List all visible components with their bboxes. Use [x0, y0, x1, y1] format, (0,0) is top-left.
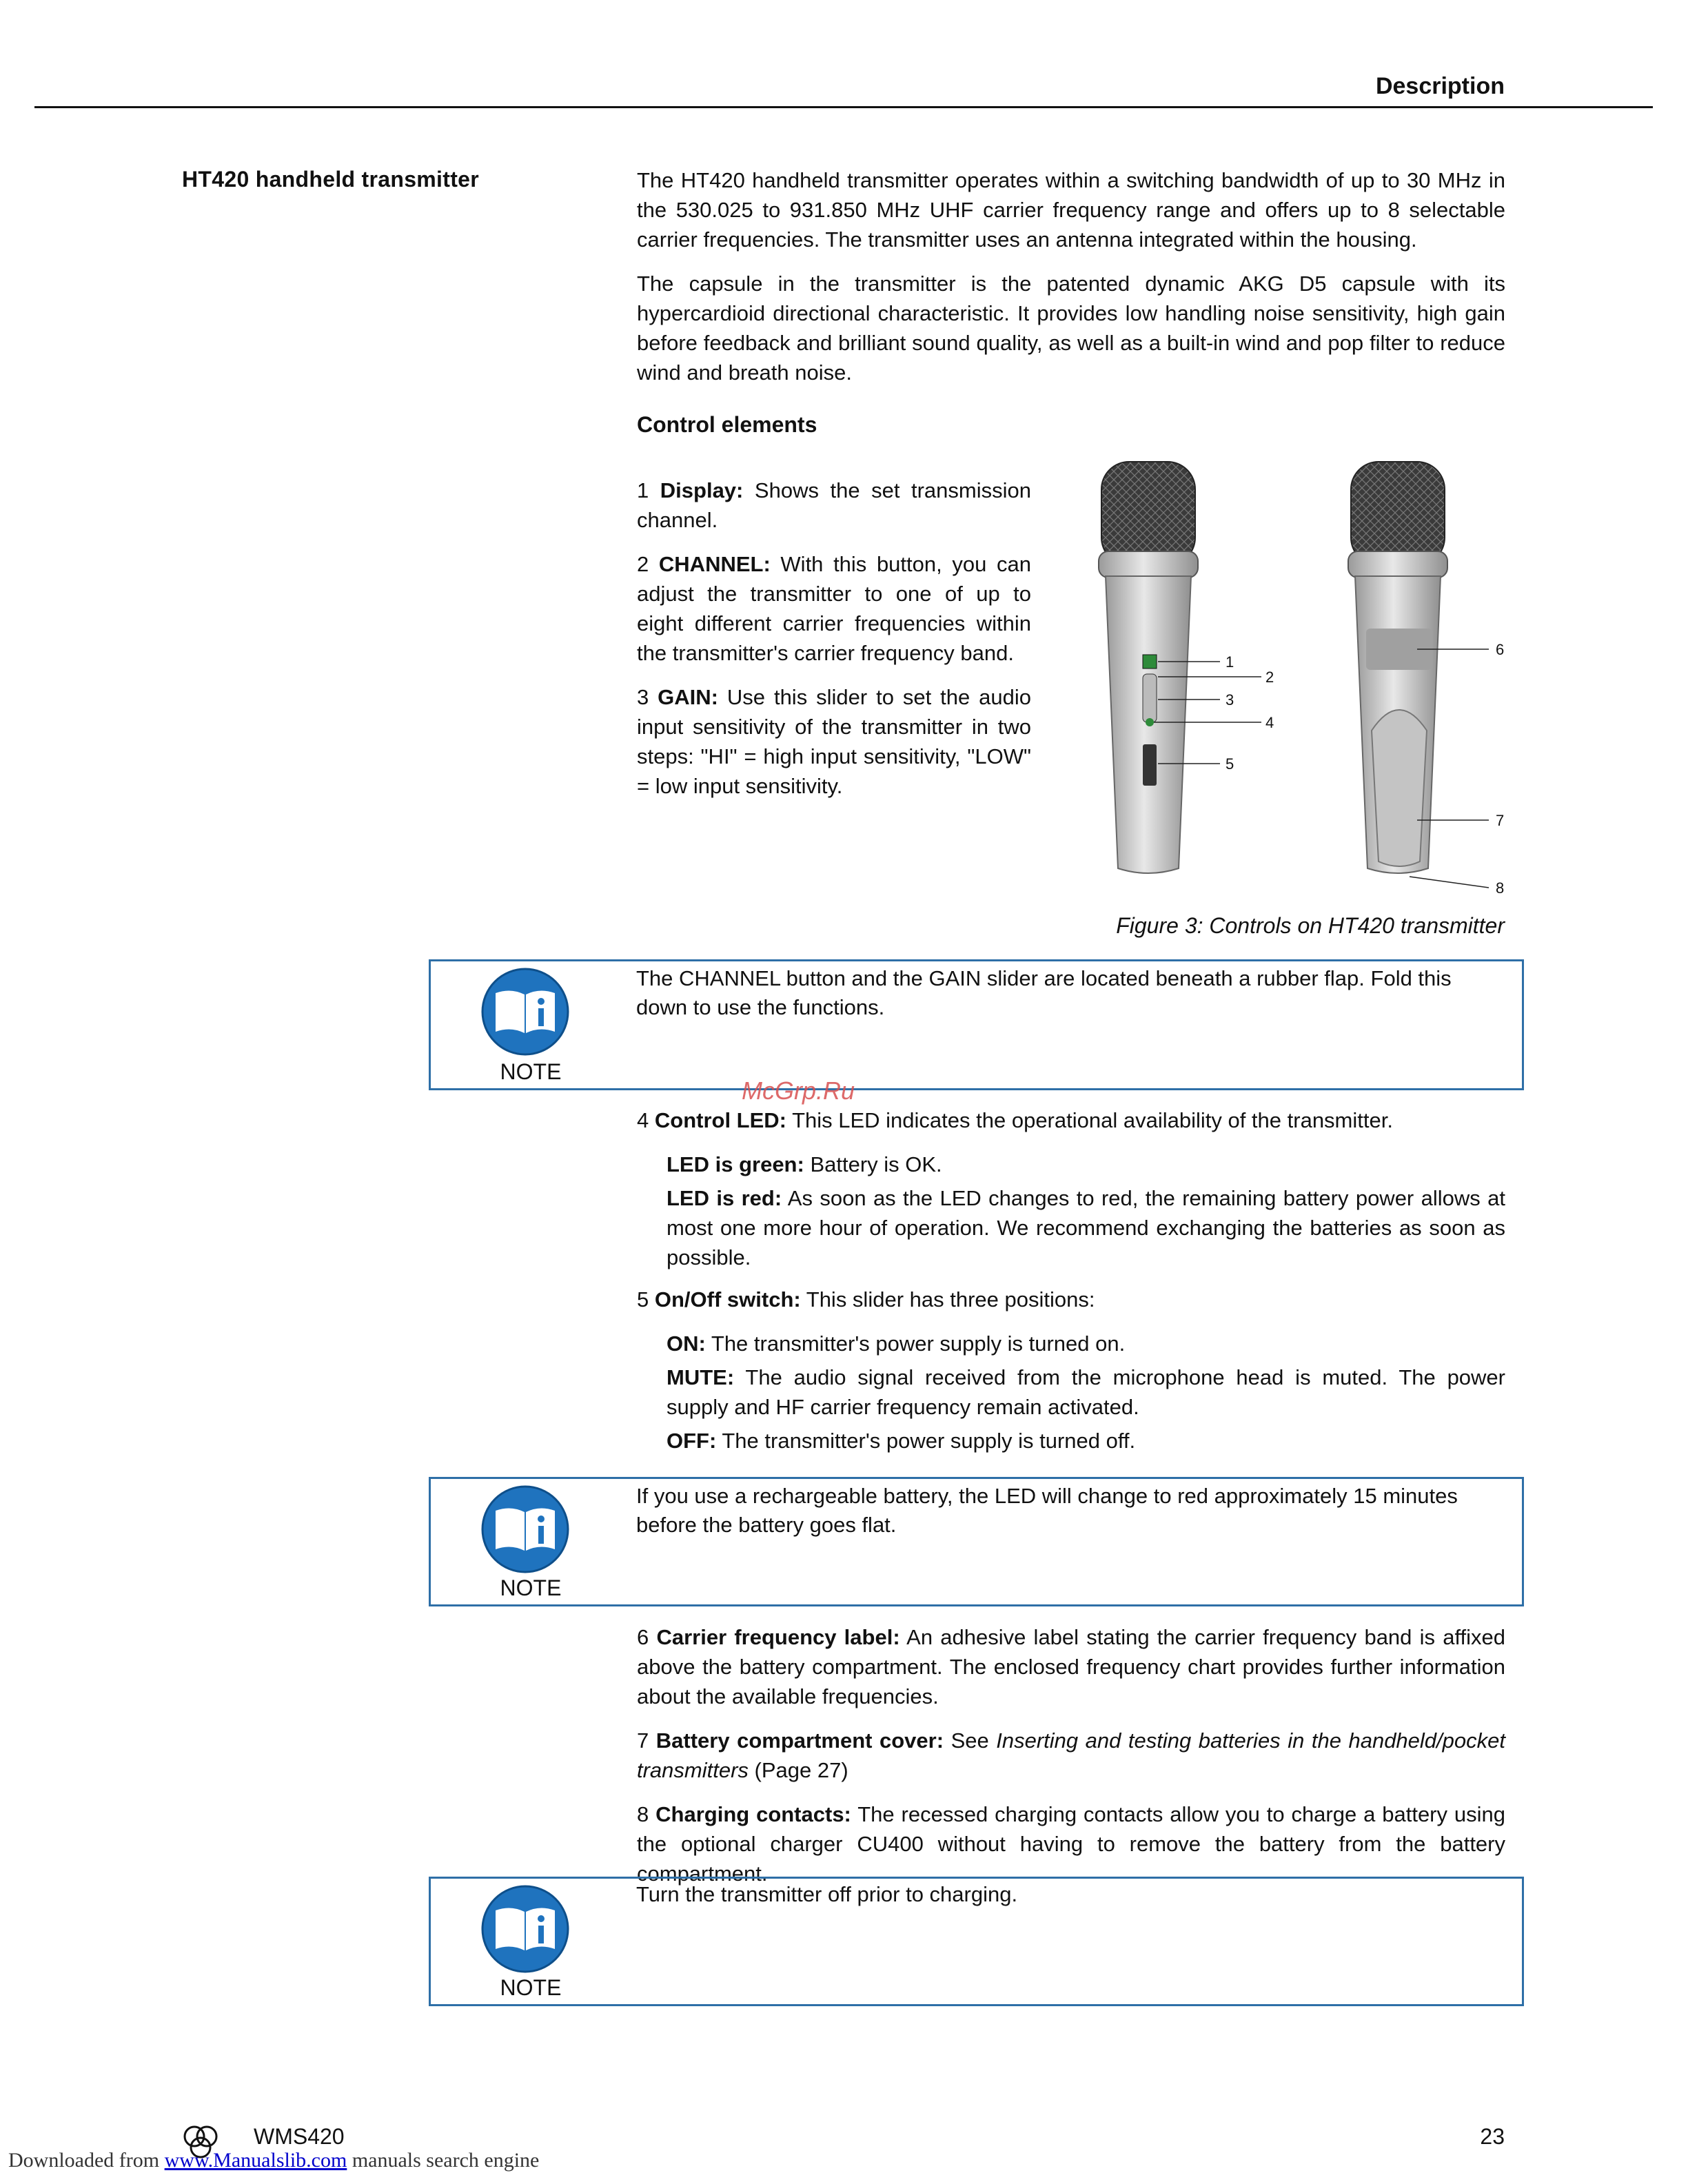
led-state-red: LED is red: As soon as the LED changes to red, the remaining battery power allows at most one more hour of operation. We recommend exchanging the batteries as soon as possible. [667, 1186, 1505, 1269]
download-line: Downloaded from www.Manualslib.com manuals search engine [8, 2149, 540, 2172]
led-states [637, 1150, 1505, 1272]
transmitter-illustration [1089, 455, 1516, 906]
callout-8: 8 [1496, 879, 1505, 897]
callout-2: 2 [1265, 669, 1274, 686]
note-box-3 [429, 1877, 1524, 2006]
header-rule [34, 106, 1653, 108]
callout-1: 1 [1226, 653, 1234, 671]
note-label: NOTE [500, 1575, 562, 1600]
note-label: NOTE [500, 1975, 562, 2000]
intro-paragraph-1: The HT420 handheld transmitter operates within a switching bandwidth of up to 30 MHz in the 530.025 to 931.850 MHz UHF carrier frequency range and offers up to 8 selectable carrier frequencies. The transmitter uses an antenna integrated within the housing. [637, 168, 1505, 252]
switch-positions [637, 1329, 1505, 1456]
note-text-2: If you use a rechargeable battery, the LED will change to red approximately 15 minutes before the battery goes flat. [636, 1484, 1458, 1537]
note-text-3: Turn the transmitter off prior to charging. [636, 1882, 1018, 1906]
callout-4: 4 [1265, 714, 1274, 731]
callout-6: 6 [1496, 641, 1505, 658]
control-item-7: 7 Battery compartment cover: See Inserting and testing batteries in the handheld/pocket transmitters (Page 27) [637, 1728, 1505, 1782]
switch-position-mute: MUTE: The audio signal received from the microphone head is muted. The power supply and HF carrier frequency remain activated. [667, 1365, 1505, 1419]
note-info-icon [480, 1884, 570, 1974]
footer-model: WMS420 [254, 2124, 345, 2149]
control-item-5: 5 On/Off switch: This slider has three positions: [637, 1287, 1095, 1312]
control-item-2: 2 CHANNEL: With this button, you can adjust the transmitter to one of up to eight different carrier frequencies within the transmitter's carrier frequency band. [637, 552, 1031, 665]
note-info-icon [480, 1484, 570, 1574]
switch-position-on: ON: The transmitter's power supply is turned on. [667, 1331, 1126, 1356]
transmitter-figure [1089, 455, 1516, 906]
intro-paragraph-2: The capsule in the transmitter is the patented dynamic AKG D5 capsule with its hypercardioid directional characteristic. It provides low handling noise sensitivity, high gain before feedback and brilliant sound quality, as well as a built-in wind and pop filter to reduce wind and breath noise. [637, 272, 1505, 385]
switch-position-off: OFF: The transmitter's power supply is turned off. [667, 1429, 1136, 1453]
note-info-icon [480, 967, 570, 1057]
rear-view-mic [1348, 462, 1447, 873]
control-item-8: 8 Charging contacts: The recessed charging contacts allow you to charge a battery using the optional charger CU400 without having to remove the battery from the battery compartment. [637, 1802, 1505, 1886]
running-header: Description [1375, 73, 1505, 99]
control-item-6: 6 Carrier frequency label: An adhesive label stating the carrier frequency band is affixed above the battery compartment. The enclosed frequency chart provides further information about the available frequencies. [637, 1625, 1505, 1708]
intro-text [637, 165, 1505, 402]
control-item-4: 4 Control LED: This LED indicates the operational availability of the transmitter. [637, 1108, 1393, 1132]
control-item-1: 1 Display: Shows the set transmission channel. [637, 478, 1031, 532]
manualslib-link[interactable]: www.Manualslib.com [164, 2149, 347, 2172]
controls-title: Control elements [637, 412, 817, 437]
note-box-2 [429, 1477, 1524, 1606]
callout-3: 3 [1226, 691, 1234, 708]
led-and-switch-section [637, 1105, 1505, 1460]
led-state-green: LED is green: Battery is OK. [667, 1152, 942, 1176]
callout-5: 5 [1226, 755, 1234, 773]
page-number: 23 [1480, 2124, 1505, 2149]
cross-reference-link[interactable]: Inserting and testing batteries in the handheld/pocket transmitters [637, 1728, 1505, 1782]
note-label: NOTE [500, 1059, 562, 1084]
items-6-8 [637, 1622, 1505, 1903]
callout-7: 7 [1496, 812, 1505, 829]
note-text-1: The CHANNEL button and the GAIN slider are located beneath a rubber flap. Fold this down to use the functions. [636, 966, 1452, 1019]
section-title: HT420 handheld transmitter [182, 167, 480, 192]
front-view-mic [1099, 462, 1198, 873]
figure-caption: Figure 3: Controls on HT420 transmitter [1116, 913, 1505, 938]
control-item-3: 3 GAIN: Use this slider to set the audio input sensitivity of the transmitter in two steps: "HI" = high input sensitivity, "LOW" = low input sensitivity. [637, 685, 1031, 798]
watermark: McGrp.Ru [742, 1076, 855, 1105]
controls-list [637, 476, 1031, 815]
note-box-1 [429, 959, 1524, 1090]
callout-lines [1154, 649, 1489, 888]
